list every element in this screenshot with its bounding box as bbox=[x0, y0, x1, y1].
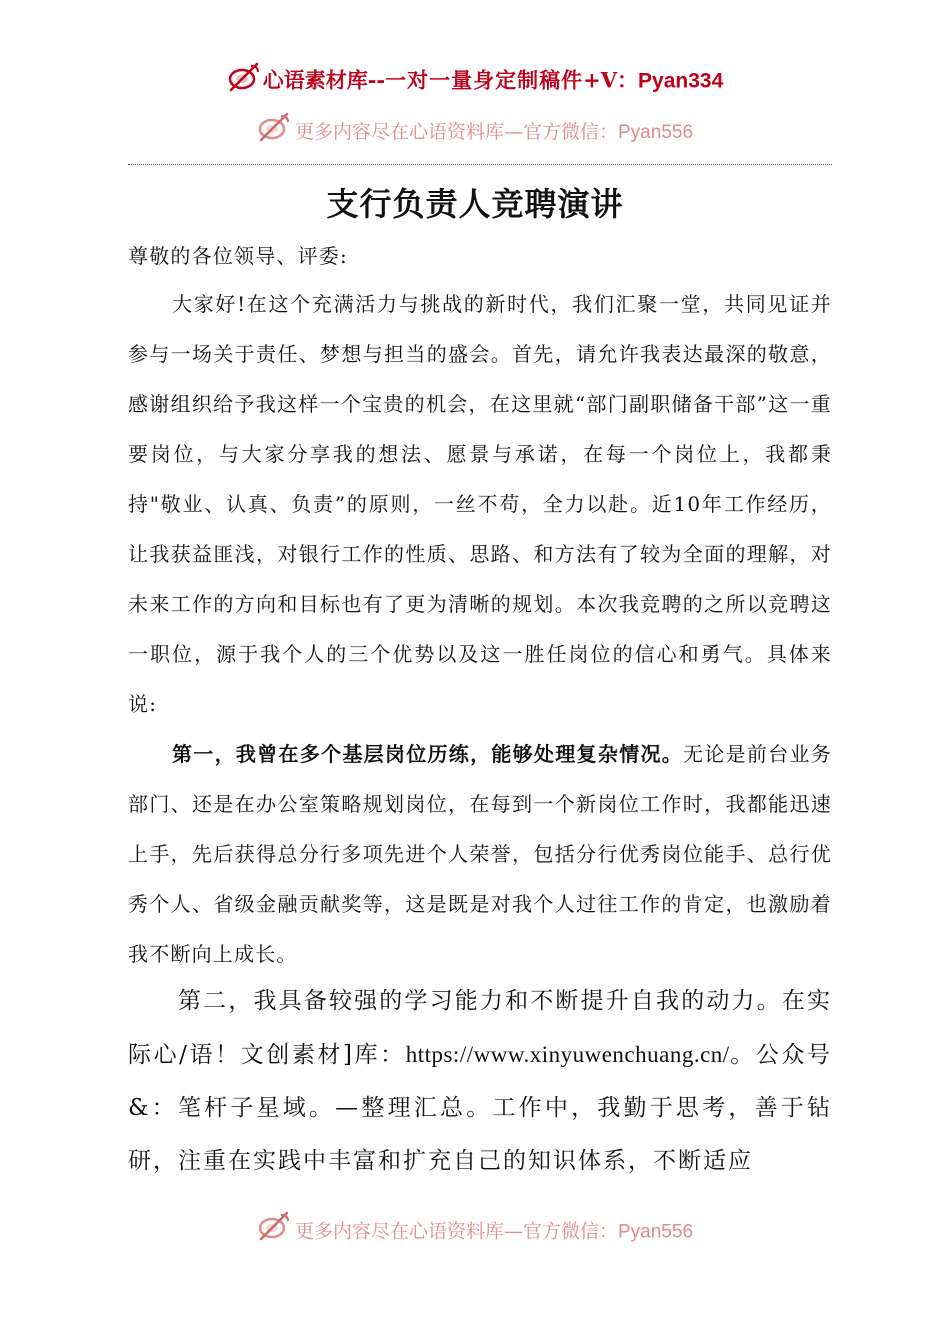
greeting: 尊敬的各位领导、评委: bbox=[128, 244, 348, 268]
header-contact-prefix: +V： bbox=[583, 67, 639, 93]
header-banner bbox=[0, 62, 950, 96]
paragraph-first-advantage bbox=[128, 729, 832, 979]
watermark-wechat-id: Pyan556 bbox=[618, 122, 694, 143]
header-watermark bbox=[0, 112, 950, 148]
footer-watermark-wechat-id: Pyan556 bbox=[618, 1221, 694, 1243]
document-title: 支行负责人竞聘演讲 bbox=[326, 185, 624, 223]
header-brand: 心语素材库 bbox=[262, 67, 368, 93]
quill-seal-icon bbox=[257, 112, 291, 154]
watermark-text: 更多内容尽在心语资料库—官方微信： bbox=[294, 121, 618, 143]
quill-seal-icon bbox=[227, 62, 261, 102]
header-contact-id: Pyan334 bbox=[638, 69, 724, 93]
quill-seal-icon bbox=[257, 1211, 291, 1254]
paragraph-second-advantage bbox=[128, 975, 832, 1188]
footer-watermark-text: 更多内容尽在心语资料库—官方微信： bbox=[294, 1220, 618, 1243]
header-separator: -- bbox=[367, 67, 386, 93]
paragraph-intro: 大家好!在这个充满活力与挑战的新时代，我们汇聚一堂，共同见证并参与一场关于责任、梦想与担当的盛会。首先，请允许我表达最深的敬意，感谢组织给予我这样一个宝贵的机会，在这里就“部门副职储备干部”这一重要岗位，与大家分享我的想法、愿景与承诺，在每一个岗位上，我都秉持"敬业、认真、负责”的原则，一丝不苟，全力以赴。近10年工作经历，让我获益匪浅，对银行工作的性质、思路、和方法有了较为全面的理解，对未来工作的方向和目标也有了更为清晰的规划。本次我竞聘的之所以竞聘这一职位，源于我个人的三个优势以及这一胜任岗位的信心和勇气。具体来说: bbox=[128, 292, 832, 716]
source-url: https://www.xinyuwenchuang.cn/ bbox=[405, 1042, 730, 1067]
paragraph-second-advantage-end: 。公众号&：笔杆子星域。—整理汇总。工作中，我勤于思考，善于钻研，注重在实践中丰富和扩充自己的知识体系，不断适应 bbox=[128, 1042, 832, 1174]
paragraph-first-advantage-lead: 第一，我曾在多个基层岗位历练，能够处理复杂情况。 bbox=[172, 742, 684, 766]
footer-watermark bbox=[0, 1211, 950, 1249]
header-divider bbox=[128, 164, 832, 165]
paragraph-second-advantage-start: 第二，我具备较强的学习能力和不断提升自我的动力。在实际心/语！文创素材]库： bbox=[128, 988, 832, 1068]
paragraph-first-advantage-body: 无论是前台业务部门、还是在办公室策略规划岗位，在每到一个新岗位工作时，我都能迅速上手，先后获得总分行多项先进个人荣誉，包括分行优秀岗位能手、总行优秀个人、省级金融贡献奖等，这是既是对我个人过往工作的肯定，也激励着我不断向上成长。 bbox=[128, 742, 832, 966]
header-tagline: 一对一量身定制稿件 bbox=[385, 67, 584, 93]
